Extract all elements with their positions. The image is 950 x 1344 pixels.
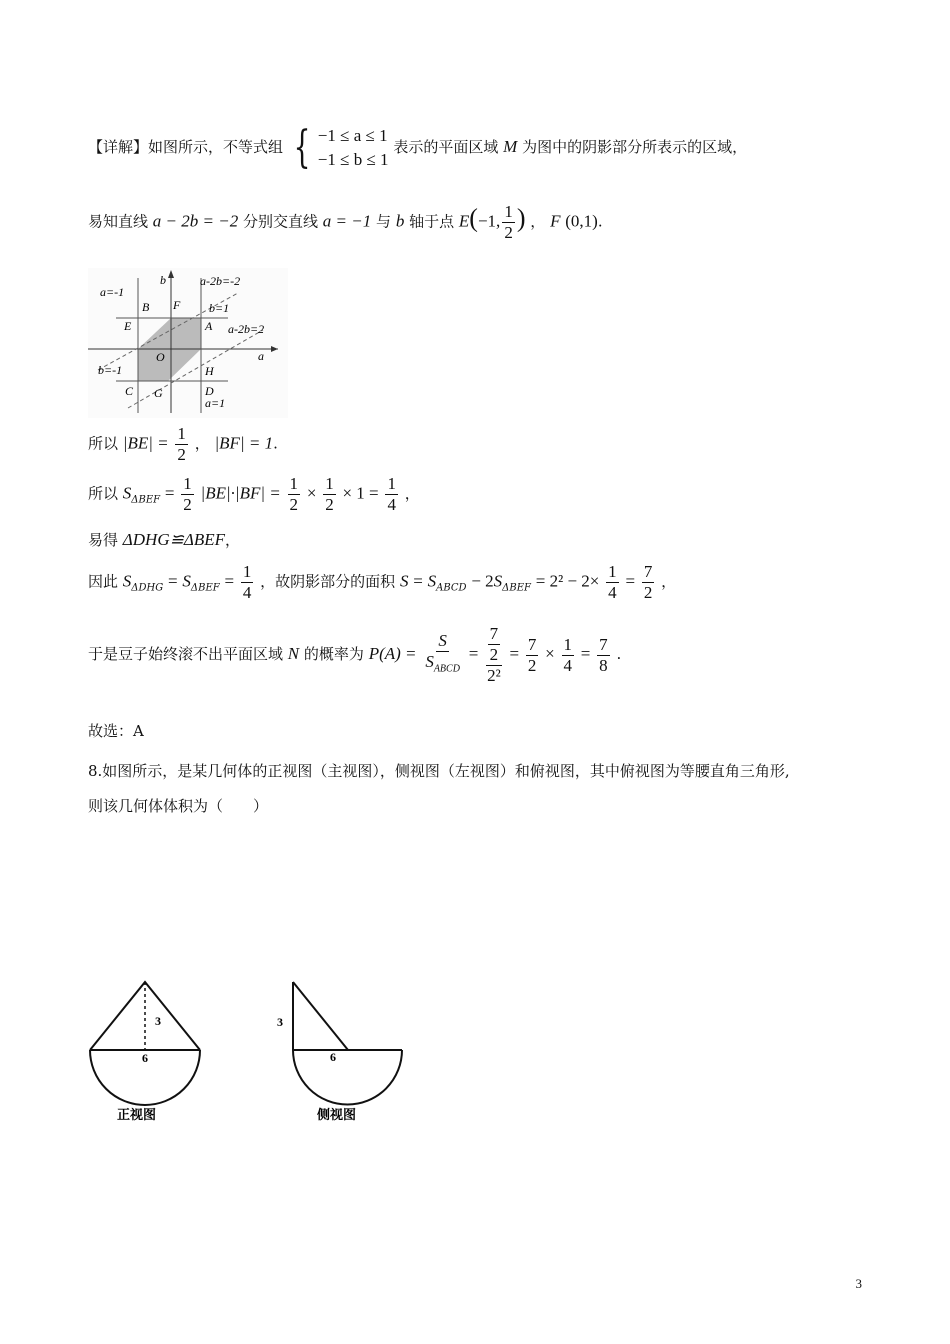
fraction: $\frac{7}{2}$ [527, 634, 537, 675]
text: 易得 [88, 531, 119, 549]
fraction: $\frac{1}{4}$ [563, 634, 572, 675]
text: 表示的平面区域 [393, 138, 499, 156]
detail-line-1 [88, 124, 747, 172]
text: 为图中的阴影部分所表示的区域， [522, 138, 748, 156]
label-b-axis: b [160, 273, 166, 287]
text: 的概率为 [303, 645, 364, 663]
math-BF: |BF| = 1 [214, 433, 274, 453]
label-a-neg1: a=-1 [100, 285, 125, 299]
question-8-line-2: 则该几何体体积为（ ） [88, 797, 269, 815]
side-height-label: 3 [277, 1015, 283, 1029]
fraction: $\frac{1}{2}$ [289, 474, 299, 514]
inequality-system [288, 124, 389, 172]
math-S: S [122, 483, 132, 503]
math-BE: |BE| = [122, 433, 169, 453]
front-height-label: 3 [155, 1014, 161, 1028]
math-probability: P(A) = [368, 644, 417, 663]
side-caption: 侧视图 [317, 1107, 357, 1122]
inequality-b: −1 ≤ b ≤ 1 [317, 150, 389, 169]
side-width-label: 6 [330, 1050, 336, 1064]
text: 分别交直线 [243, 212, 319, 231]
label-O: O [156, 350, 165, 364]
math-F: F [550, 211, 561, 231]
text: 所以 [88, 434, 119, 453]
label-b-1: b=1 [209, 301, 230, 315]
fraction: $\frac{1}{4}$ [242, 562, 252, 602]
math-product: |BE|·|BF| = [200, 483, 281, 503]
front-view [80, 970, 215, 1130]
fraction: $\frac{7}{8}$ [599, 634, 608, 675]
fraction: $\frac{1}{4}$ [608, 562, 617, 602]
page-number: 3 [855, 1276, 862, 1291]
label-line-bottom: a-2b=2 [228, 322, 265, 336]
label-A: A [205, 319, 213, 333]
text: 轴于点 [409, 212, 455, 231]
math-congruence: ΔDHG≌ΔBEF [122, 530, 225, 549]
text: 易知直线 [88, 212, 149, 231]
math-F-coord: (0,1) [565, 211, 598, 231]
label-b-neg1: b=-1 [98, 363, 123, 377]
front-caption: 正视图 [117, 1107, 157, 1122]
side-view [272, 970, 407, 1130]
label-B: B [142, 300, 150, 314]
math-M: M [503, 137, 518, 156]
text: 与 [376, 212, 392, 231]
label-a-axis: a [258, 349, 264, 363]
brace: { [293, 122, 311, 173]
fraction: $\frac{1}{2}$ [504, 202, 513, 242]
fraction: $\frac{1}{2}$ [177, 424, 186, 464]
label-E: E [124, 319, 132, 333]
detail-line-2: 易知直线 a − 2b = −2 分别交直线 a = −1 与 b 轴于点 E(−1, $\frac{1}{2}$ ) ， F (0,1). [88, 202, 603, 242]
front-triangle [90, 982, 200, 1050]
text: ， [530, 212, 546, 231]
math-a-eq: a = −1 [322, 211, 372, 231]
fraction: $\frac{7}{2}$ [643, 562, 653, 602]
label-D: D [205, 384, 214, 398]
fraction: $\frac{1}{2}$ [325, 474, 334, 514]
inequality-a: −1 ≤ a ≤ 1 [317, 126, 388, 145]
detail-line-3: 所以 |BE| = $\frac{1}{2}$ ， |BF| = 1. [88, 424, 278, 464]
label-C: C [125, 384, 134, 398]
label-a-1: a=1 [205, 396, 226, 410]
side-hypotenuse [293, 982, 348, 1050]
text: ， [194, 434, 210, 453]
detail-line-5: 易得 ΔDHG≌ΔBEF， [88, 530, 240, 549]
detail-line-6: 因此 $S_{\Delta DHG} = S_{\Delta BEF}$ = $\frac{1}{4}$ ，故阴影部分的面积 $S = S_{ABCD} - 2S_{\Delta BEF} = 2^2 - 2\times$ $\frac{1}{4}$ = $\frac{7}{2}$ ， [88, 562, 677, 602]
label-F: F [173, 298, 181, 312]
region-graph [88, 268, 288, 418]
question-8-line-1: 8.如图所示，是某几何体的正视图（主视图），侧视图（左视图）和俯视图，其中俯视图为等腰直角三角形, [88, 762, 790, 780]
answer-line: 故选：A [88, 722, 144, 740]
side-semicircle [293, 1050, 402, 1104]
detail-line-7: 于是豆子始终滚不出平面区域 N 的概率为 P(A) = $\frac{S}{S_{ABCD}}$ = $\frac{\frac{7}{2}}{\text{2²}}$ = $\frac{7}{2}$ × $\frac{1}{4}$ = $\frac{7}{8}$ . [88, 624, 622, 685]
detail-prefix: 【详解】如图所示，不等式组 [88, 138, 284, 156]
text: ，故阴影部分的面积 [260, 572, 396, 591]
math-b: b [395, 211, 405, 231]
front-width-label: 6 [142, 1051, 148, 1065]
compound-fraction: $\frac{\frac{7}{2}}{\text{2²}}$ [487, 624, 501, 685]
label-line-top: a-2b=-2 [200, 274, 241, 288]
fraction: $\frac{1}{4}$ [387, 474, 396, 514]
text: 所以 [88, 484, 119, 503]
math-E: E [458, 211, 470, 231]
math-E-x: −1, [477, 211, 501, 231]
fraction: $\frac{S}{S_{ABCD}}$ [425, 630, 460, 675]
text: 因此 [88, 572, 119, 591]
label-H: H [205, 364, 214, 378]
label-G: G [154, 386, 163, 400]
text: 于是豆子始终滚不出平面区域 [88, 645, 284, 663]
detail-line-4: 所以 $S_{\Delta BEF}$ = $\frac{1}{2}$ |BE|·|BF| = $\frac{1}{2}$ × $\frac{1}{2}$ × 1 = $\frac{1}{4}$ ， [88, 474, 420, 514]
math-line-eq: a − 2b = −2 [152, 211, 239, 231]
fraction: $\frac{1}{2}$ [183, 474, 192, 514]
